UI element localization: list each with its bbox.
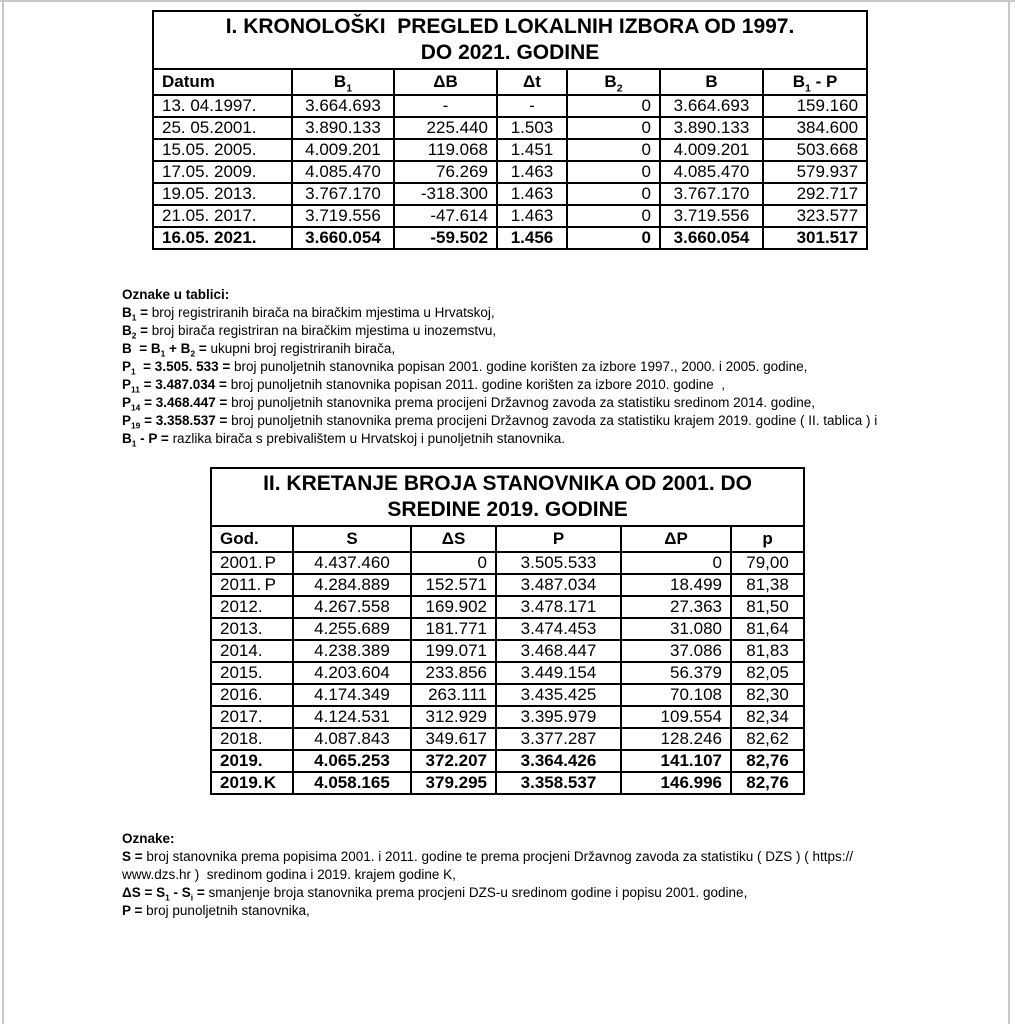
table-row (211, 728, 804, 750)
table-cell: 0 (567, 95, 660, 117)
table-cell: 4.087.843 (293, 728, 411, 750)
table-cell: 323.577 (763, 205, 867, 227)
note-line: $P_{19} = 3.358.537$ = broj punoljetnih stanovnika prema procijeni Državnog zavoda za statistiku krajem 2019. godine ( II. tablica ) i (122, 413, 878, 431)
table-cell: 3.719.556 (660, 205, 763, 227)
table-cell: 4.437.460 (293, 552, 411, 574)
table-cell: 1.463 (497, 161, 567, 183)
table-cell: 82,62 (731, 728, 804, 750)
header-row (211, 526, 804, 552)
table-cell: 0 (567, 205, 660, 227)
column-header: $B_1$ (292, 69, 394, 95)
note-line: $P_{14} = 3.468.447$ = broj punoljetnih stanovnika prema procijeni Državnog zavoda za statistiku sredinom 2014. godine, (122, 395, 815, 413)
table-cell: 199.071 (411, 640, 496, 662)
column-header: ΔS (411, 526, 496, 552)
column-header: Δt (497, 69, 567, 95)
table-cell: 21.05. 2017. (153, 205, 292, 227)
page-edge-right (1008, 0, 1010, 1024)
table-cell: 3.767.170 (292, 183, 394, 205)
table-row (211, 662, 804, 684)
table-cell: 109.554 (621, 706, 731, 728)
table-cell: 4.284.889 (293, 574, 411, 596)
table-cell: 3.377.287 (496, 728, 621, 750)
table-row (153, 117, 867, 139)
table-cell: 4.009.201 (292, 139, 394, 161)
table-cell: 82,34 (731, 706, 804, 728)
elections-legend (122, 286, 1010, 448)
table-cell: 3.395.979 (496, 706, 621, 728)
table-cell: 82,76 (731, 750, 804, 772)
note-line: S = broj stanovnika prema popisima 2001. i 2011. godine te prema procjeni Državnog zavoda za statistiku ( DZS ) ( https://​www.dzs.hr ) sredinom godina i 2019. krajem godine K, (122, 849, 853, 882)
table-row (211, 706, 804, 728)
table-cell: 13. 04.1997. (153, 95, 292, 117)
table-cell: 81,83 (731, 640, 804, 662)
table-title: I. KRONOLOŠKI PREGLED LOKALNIH IZBORA OD 1997. DO 2021. GODINE (153, 11, 867, 69)
table-cell: 301.517 (763, 227, 867, 249)
table-cell: 3.474.453 (496, 618, 621, 640)
table-cell: 2014. (211, 640, 293, 662)
note-line: $P_{11} = 3.487.034$ = broj punoljetnih stanovnika popisan 2011. godine korišten za izbore 2010. godine , (122, 377, 726, 395)
table-row (211, 618, 804, 640)
table-row (211, 772, 804, 794)
table-cell (211, 574, 293, 596)
table-cell: 2018. (211, 728, 293, 750)
table-cell: 1.456 (497, 227, 567, 249)
table-cell: 3.890.133 (292, 117, 394, 139)
table-cell: 25. 05.2001. (153, 117, 292, 139)
note-line: $P_1 = 3.505$. 533 = broj punoljetnih stanovnika popisan 2001. godine korišten za izbore 1997., 2000. i 2005. godine, (122, 359, 808, 377)
table-cell: 3.468.447 (496, 640, 621, 662)
table-cell: 263.111 (411, 684, 496, 706)
column-header: S (293, 526, 411, 552)
table-row (211, 596, 804, 618)
table-cell: 3.478.171 (496, 596, 621, 618)
table-cell: 3.660.054 (292, 227, 394, 249)
column-header: ΔP (621, 526, 731, 552)
table-cell: 579.937 (763, 161, 867, 183)
table-cell: 16.05. 2021. (153, 227, 292, 249)
table-cell: 4.085.470 (660, 161, 763, 183)
title-row (153, 11, 867, 69)
table-cell: 70.108 (621, 684, 731, 706)
column-header: God. (211, 526, 293, 552)
population-legend (122, 830, 910, 920)
table-cell: 3.487.034 (496, 574, 621, 596)
table-cell: 0 (567, 183, 660, 205)
table-cell: - (394, 95, 497, 117)
table-row (153, 139, 867, 161)
column-header: Datum (153, 69, 292, 95)
table-row (153, 205, 867, 227)
table-cell: 1.451 (497, 139, 567, 161)
legend-heading: Oznake: (122, 831, 175, 846)
table-cell: 4.009.201 (660, 139, 763, 161)
table-cell: 2016. (211, 684, 293, 706)
table-row (153, 95, 867, 117)
table-cell (211, 552, 293, 574)
table-cell: 372.207 (411, 750, 496, 772)
table-cell: -59.502 (394, 227, 497, 249)
table-cell: 3.435.425 (496, 684, 621, 706)
table-cell: 3.719.556 (292, 205, 394, 227)
table-cell: 0 (567, 139, 660, 161)
table-cell: 82,76 (731, 772, 804, 794)
table-row (153, 227, 867, 249)
table-cell: 2017. (211, 706, 293, 728)
table-cell: 2013. (211, 618, 293, 640)
table-cell: 152.571 (411, 574, 496, 596)
table-cell: 1.463 (497, 183, 567, 205)
table-cell: 233.856 (411, 662, 496, 684)
table-cell: - (497, 95, 567, 117)
table-cell: 81,64 (731, 618, 804, 640)
table-cell: 3.505.533 (496, 552, 621, 574)
table-cell: 0 (411, 552, 496, 574)
table-cell: 4.203.604 (293, 662, 411, 684)
table-cell: 4.267.558 (293, 596, 411, 618)
table-cell: 81,50 (731, 596, 804, 618)
table-cell: 119.068 (394, 139, 497, 161)
table-cell: 503.668 (763, 139, 867, 161)
table-cell: 2015. (211, 662, 293, 684)
legend-heading: Oznake u tablici: (122, 287, 230, 302)
table-cell: 4.124.531 (293, 706, 411, 728)
table-cell: 0 (567, 117, 660, 139)
note-line: $B_2$ = broj birača registriran na biračkim mjestima u inozemstvu, (122, 323, 497, 341)
page-edge-top (0, 0, 1015, 2)
table-cell: 17.05. 2009. (153, 161, 292, 183)
table-cell: 1.503 (497, 117, 567, 139)
table-cell: 4.255.689 (293, 618, 411, 640)
table-cell: 4.085.470 (292, 161, 394, 183)
table-cell: 0 (567, 161, 660, 183)
note-line: $\Delta S = S_1 - S_i$ = smanjenje broja stanovnika prema procjeni DZS-u sredinom godine i popisu 2001. godine, (122, 885, 748, 903)
table-row (153, 161, 867, 183)
table-cell: 292.717 (763, 183, 867, 205)
table-cell: 27.363 (621, 596, 731, 618)
table-row (211, 684, 804, 706)
note-line: $B = B_1 + B_2$ = ukupni broj registriranih birača, (122, 341, 396, 359)
title-row (211, 468, 804, 526)
census-mark: P (264, 575, 276, 594)
table-cell: 169.902 (411, 596, 496, 618)
table-cell: -318.300 (394, 183, 497, 205)
table-cell: 3.890.133 (660, 117, 763, 139)
table-cell: 3.364.426 (496, 750, 621, 772)
table-cell: 181.771 (411, 618, 496, 640)
table-cell: 81,38 (731, 574, 804, 596)
column-header: p (731, 526, 804, 552)
table-cell: 18.499 (621, 574, 731, 596)
table-row (211, 750, 804, 772)
table-cell: -47.614 (394, 205, 497, 227)
population-table (210, 467, 805, 795)
table-cell: 146.996 (621, 772, 731, 794)
table-cell: 37.086 (621, 640, 731, 662)
table-cell: 225.440 (394, 117, 497, 139)
table-row (153, 183, 867, 205)
table-cell: 1.463 (497, 205, 567, 227)
table-cell: 79,00 (731, 552, 804, 574)
table-cell: 3.660.054 (660, 227, 763, 249)
table-cell: 82,30 (731, 684, 804, 706)
table-cell: 379.295 (411, 772, 496, 794)
census-mark: K (263, 773, 276, 792)
table-cell: 0 (621, 552, 731, 574)
year-value: 2001. (220, 553, 263, 572)
table-cell (211, 772, 293, 794)
column-header: $B_1$ - P (763, 69, 867, 95)
table-cell: 141.107 (621, 750, 731, 772)
table-cell: 349.617 (411, 728, 496, 750)
table-cell: 159.160 (763, 95, 867, 117)
year-value: 2011. (220, 575, 262, 594)
table-cell: 4.065.253 (293, 750, 411, 772)
table-cell: 0 (567, 227, 660, 249)
page-edge-left (2, 0, 4, 1024)
elections-table (152, 10, 868, 250)
table-cell: 4.058.165 (293, 772, 411, 794)
table-cell: 128.246 (621, 728, 731, 750)
header-row (153, 69, 867, 95)
table-cell: 3.449.154 (496, 662, 621, 684)
column-header: P (496, 526, 621, 552)
column-header: $B_2$ (567, 69, 660, 95)
table-row (211, 552, 804, 574)
table-cell: 56.379 (621, 662, 731, 684)
note-line: $B_1$ = broj registriranih birača na biračkim mjestima u Hrvatskoj, (122, 305, 495, 323)
table-cell: 4.238.389 (293, 640, 411, 662)
table-cell: 3.767.170 (660, 183, 763, 205)
year-value: 2019. (220, 773, 263, 792)
table-cell: 3.358.537 (496, 772, 621, 794)
table-cell: 15.05. 2005. (153, 139, 292, 161)
table-row (211, 574, 804, 596)
table-cell: 312.929 (411, 706, 496, 728)
table-cell: 76.269 (394, 161, 497, 183)
census-mark: P (264, 553, 276, 572)
table-cell: 3.664.693 (660, 95, 763, 117)
table-cell: 3.664.693 (292, 95, 394, 117)
table-cell: 19.05. 2013. (153, 183, 292, 205)
note-line: P = broj punoljetnih stanovnika, (122, 903, 310, 918)
note-line: $B_1$ - P = razlika birača s prebivalištem u Hrvatskoj i punoljetnih stanovnika. (122, 431, 565, 449)
table-title: II. KRETANJE BROJA STANOVNIKA OD 2001. DO SREDINE 2019. GODINE (211, 468, 804, 526)
table-cell: 2019. (211, 750, 293, 772)
table-cell: 31.080 (621, 618, 731, 640)
table-cell: 82,05 (731, 662, 804, 684)
column-header: B (660, 69, 763, 95)
table-cell: 2012. (211, 596, 293, 618)
table-cell: 384.600 (763, 117, 867, 139)
column-header: ΔB (394, 69, 497, 95)
table-row (211, 640, 804, 662)
table-cell: 4.174.349 (293, 684, 411, 706)
